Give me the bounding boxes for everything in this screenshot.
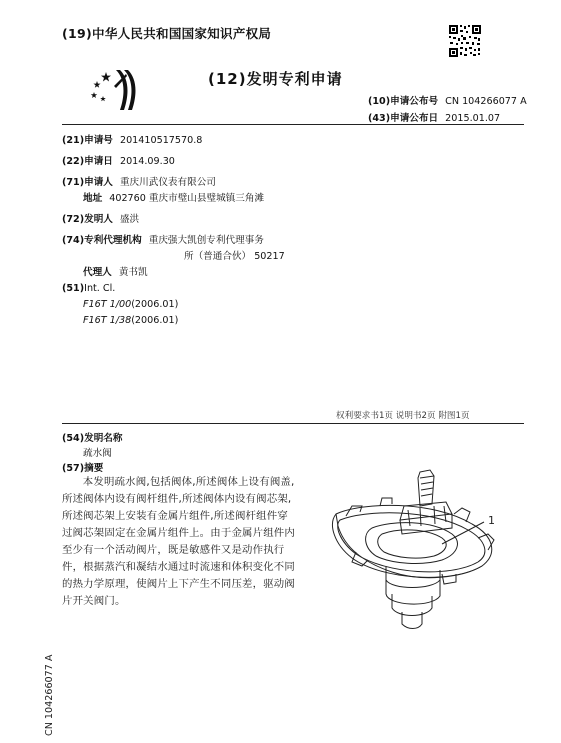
country-code: (19) (62, 26, 93, 41)
pub-no-value: CN 104266077 A (445, 96, 527, 107)
agency-line2: 所（普通合伙） 50217 (184, 251, 285, 262)
applicant-code: (71) (62, 177, 85, 188)
abstract-code: (57) (62, 463, 85, 474)
pub-no-label: 申请公布号 (390, 96, 439, 107)
title-label: 发明名称 (84, 433, 123, 444)
abstract-text: 本发明疏水阀,包括阀体,所述阀体上设有阀盖,所述阀体内设有阀杆组件,所述阀体内设有阀芯架,所述阀芯架上安装有金属片组件,所述阀杆组件穿过阀芯架固定在金属片组件上。由于金属片组件内至少有一个活动阀片，既是敏感件又是动作执行件，根据蒸汽和凝结水通过时流速和体积变化不同的热力学原理，使阀片上下产生不同压差，驱动阀片开关阀门。 (62, 476, 295, 607)
side-publication-number: CN 104266077 A (44, 654, 55, 736)
valve-drawing (322, 462, 522, 642)
app-no-label: 申请号 (84, 135, 113, 146)
title-code: (54) (62, 433, 85, 444)
qr-code (448, 24, 482, 58)
ipc2-class: F16T 1/38 (83, 315, 132, 326)
intcl-code: (51) (62, 283, 85, 294)
office-name: 中华人民共和国国家知识产权局 (92, 26, 272, 41)
app-date-label: 申请日 (84, 156, 113, 167)
inventor-label: 发明人 (84, 214, 113, 225)
pub-date-code: (43) (368, 113, 391, 124)
intcl-label: Int. Cl. (84, 283, 116, 294)
inventor (62, 211, 139, 225)
ipc1-version: (2006.01) (131, 299, 179, 310)
agency-code: (74) (62, 235, 85, 246)
invention-title: 疏水阀 (83, 448, 112, 459)
inventor-code: (72) (62, 214, 85, 225)
pub-date-label: 申请公布日 (390, 113, 439, 124)
address-value: 402760 重庆市璧山县璧城镇三角滩 (109, 193, 265, 204)
summary-divider (62, 423, 524, 424)
pub-no-code: (10) (368, 96, 391, 107)
doc-type-code: (12) (208, 70, 247, 88)
publication-number-line (368, 93, 527, 107)
int-cl (62, 283, 115, 294)
application-date (62, 153, 175, 167)
pub-date-value: 2015.01.07 (445, 113, 501, 124)
agency-line1: 重庆强大凯创专利代理事务 (148, 235, 264, 246)
agency-label: 专利代理机构 (84, 235, 142, 246)
ipc1-class: F16T 1/00 (83, 299, 132, 310)
figure-callout: 1 (488, 514, 495, 527)
ipc-entry-2 (83, 315, 178, 326)
document-type (208, 68, 343, 89)
cnipa-logo-icon (86, 66, 142, 112)
applicant-value: 重庆川武仪表有限公司 (119, 177, 216, 188)
address-label: 地址 (83, 193, 103, 204)
header-divider (62, 124, 524, 125)
invention-title-heading (62, 430, 123, 444)
patent-agency (62, 232, 264, 246)
abstract-heading (62, 460, 103, 474)
agent (83, 264, 148, 278)
app-no-code: (21) (62, 135, 85, 146)
applicant-label: 申请人 (84, 177, 113, 188)
office-heading (62, 24, 271, 42)
app-date-code: (22) (62, 156, 85, 167)
inventor-value: 盛洪 (119, 214, 140, 225)
abstract-label: 摘要 (84, 463, 104, 474)
app-date-value: 2014.09.30 (119, 156, 175, 167)
ipc2-version: (2006.01) (131, 315, 179, 326)
ipc-entry-1 (83, 299, 178, 310)
agent-value: 黄书凯 (118, 267, 148, 278)
application-number (62, 132, 202, 146)
pages-summary: 权利要求书1页 说明书2页 附图1页 (336, 411, 470, 421)
applicant (62, 174, 216, 188)
agent-label: 代理人 (83, 267, 112, 278)
address (83, 190, 264, 204)
doc-type-label: 发明专利申请 (246, 70, 343, 88)
publication-date-line (368, 110, 500, 124)
app-no-value: 201410517570.8 (119, 135, 203, 146)
